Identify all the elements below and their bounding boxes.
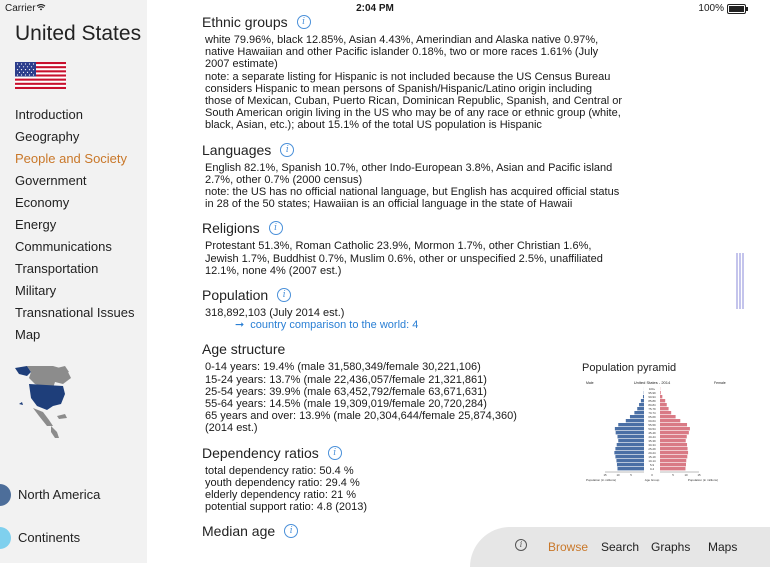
- data-line: 0-14 years: 19.4% (male 31,580,349/female 30,221,106): [205, 361, 622, 373]
- male-bar: [617, 435, 644, 438]
- age-group-label: 30-34: [648, 443, 656, 447]
- data-line: 65 years and over: 13.9% (male 20,304,644/female 25,874,360): [205, 410, 622, 422]
- tick-label: 10: [616, 473, 620, 477]
- section-title: Languages: [202, 142, 271, 158]
- region-north-america[interactable]: [0, 484, 147, 508]
- female-legend: Female: [714, 381, 726, 385]
- male-bar: [643, 395, 644, 398]
- age-group-label: 20-24: [648, 451, 656, 455]
- age-group-label: 45-49: [648, 431, 656, 435]
- tick-label: 15: [603, 473, 607, 477]
- section-title: Age structure: [202, 341, 285, 357]
- male-bar: [617, 463, 644, 466]
- male-bar: [617, 467, 644, 470]
- male-bar: [630, 415, 644, 418]
- female-bar: [660, 447, 688, 450]
- male-bar: [634, 411, 644, 414]
- sidebar-item-introduction[interactable]: Introduction: [15, 104, 134, 126]
- female-bar: [660, 463, 686, 466]
- tab-graphs[interactable]: Graphs: [651, 540, 690, 554]
- male-bar: [616, 459, 644, 462]
- female-bar: [660, 407, 669, 410]
- sidebar-item-people-and-society[interactable]: People and Society: [15, 148, 134, 170]
- male-bar: [639, 403, 644, 406]
- section-nav: [15, 104, 134, 346]
- female-bar: [660, 439, 686, 442]
- data-line: potential support ratio: 4.8 (2013): [205, 501, 622, 513]
- female-bar: [660, 451, 688, 454]
- tab-maps[interactable]: Maps: [708, 540, 737, 554]
- data-line: youth dependency ratio: 29.4 %: [205, 477, 622, 489]
- female-bar: [660, 403, 667, 406]
- male-legend: Male: [586, 381, 594, 385]
- section-text: white 79.96%, black 12.85%, Asian 4.43%, Amerindian and Alaska native 0.97%, native Hawaiian and other Pacific islander 0.18%, two or more races 1.61% (July 2007 estimate): [205, 34, 622, 71]
- sidebar-item-economy[interactable]: Economy: [15, 192, 134, 214]
- female-bar: [660, 415, 676, 418]
- section-text: 318,892,103 (July 2014 est.): [205, 307, 622, 319]
- age-group-label: 35-39: [648, 439, 656, 443]
- data-line: elderly dependency ratio: 21 %: [205, 489, 622, 501]
- info-icon[interactable]: i: [515, 539, 527, 551]
- sidebar-item-geography[interactable]: Geography: [15, 126, 134, 148]
- pyramid-title: Population pyramid: [582, 362, 722, 374]
- carrier-label: Carrier: [5, 3, 36, 14]
- x-label-right: Population (in millions): [688, 478, 718, 482]
- age-group-label: 65-69: [648, 415, 656, 419]
- tick-label: 0: [651, 473, 653, 477]
- info-icon[interactable]: i: [328, 446, 342, 460]
- link-text: country comparison to the world: 4: [250, 319, 418, 331]
- age-group-label: 15-19: [648, 455, 656, 459]
- info-icon[interactable]: i: [277, 288, 291, 302]
- female-bar: [660, 423, 687, 426]
- continents-color-dot: [0, 527, 11, 549]
- male-bar: [617, 443, 644, 446]
- tab-search[interactable]: Search: [601, 540, 639, 554]
- north-america-map[interactable]: [13, 364, 73, 440]
- sidebar-item-map[interactable]: Map: [15, 324, 134, 346]
- data-line: total dependency ratio: 50.4 %: [205, 465, 622, 477]
- age-group-label: 60-64: [648, 419, 656, 423]
- tick-label: 5: [630, 473, 632, 477]
- arrow-right-icon: ➞: [235, 319, 244, 331]
- age-group-label: 25-29: [648, 447, 656, 451]
- female-bar: [660, 431, 689, 434]
- data-line: 15-24 years: 13.7% (male 22,436,057/female 21,321,861): [205, 374, 622, 386]
- x-label-mid: Age Group: [645, 478, 660, 482]
- bottom-tab-bar: [470, 527, 770, 567]
- male-bar: [614, 451, 644, 454]
- sidebar-item-transportation[interactable]: Transportation: [15, 258, 134, 280]
- sidebar-item-energy[interactable]: Energy: [15, 214, 134, 236]
- age-group-label: 10-14: [648, 459, 656, 463]
- section-languages: [202, 142, 622, 211]
- region-color-dot: [0, 484, 11, 506]
- pyramid-chart: [582, 374, 722, 478]
- female-bar: [660, 391, 661, 394]
- female-bar: [660, 427, 690, 430]
- female-bar: [660, 467, 685, 470]
- info-icon[interactable]: i: [269, 221, 283, 235]
- male-bar: [615, 455, 644, 458]
- age-group-label: 100+: [649, 387, 656, 391]
- age-group-label: 85-89: [648, 399, 656, 403]
- data-line: 55-64 years: 14.5% (male 19,309,019/female 20,720,284): [205, 398, 622, 410]
- section-text: English 82.1%, Spanish 10.7%, other Indo-European 3.8%, Asian and Pacific island 2.7%, other 0.7% (2000 census): [205, 162, 622, 186]
- section-ethnic-groups: [202, 14, 622, 132]
- info-icon[interactable]: i: [297, 15, 311, 29]
- tick-label: 15: [697, 473, 701, 477]
- age-group-label: 95-99: [648, 391, 656, 395]
- info-icon[interactable]: i: [280, 143, 294, 157]
- battery-icon: [727, 4, 746, 14]
- female-bar: [660, 395, 662, 398]
- section-title: Population: [202, 287, 268, 303]
- section-age-structure: [202, 341, 622, 434]
- country-comparison-link[interactable]: [205, 319, 622, 331]
- section-title: Dependency ratios: [202, 445, 319, 461]
- section-population: [202, 287, 622, 331]
- country-title: United States: [15, 22, 141, 46]
- sidebar-item-government[interactable]: Government: [15, 170, 134, 192]
- info-icon[interactable]: i: [284, 524, 298, 538]
- data-line: 25-54 years: 39.9% (male 63,452,792/female 63,671,631): [205, 386, 622, 398]
- male-bar: [615, 447, 644, 450]
- section-note: note: the US has no official national language, but English has acquired official status in 28 of the 50 states; Hawaiian is an official language in the state of Hawaii: [205, 186, 622, 210]
- age-group-label: 50-54: [648, 427, 656, 431]
- section-dependency-ratios: [202, 445, 622, 514]
- age-group-label: 5-9: [650, 463, 654, 467]
- pyramid-chart-title: United States - 2014: [634, 380, 671, 385]
- scroll-indicator[interactable]: [735, 253, 745, 309]
- female-bar: [660, 435, 687, 438]
- female-bar: [660, 411, 671, 414]
- sidebar: [0, 0, 147, 563]
- age-group-label: 90-94: [648, 395, 656, 399]
- population-pyramid[interactable]: [582, 362, 722, 482]
- region-continents[interactable]: [0, 527, 147, 551]
- main-content: [202, 14, 622, 539]
- section-title: Religions: [202, 220, 260, 236]
- sidebar-item-communications[interactable]: Communications: [15, 236, 134, 258]
- age-group-label: 0-4: [650, 467, 654, 471]
- section-note: note: a separate listing for Hispanic is not included because the US Census Bureau considers Hispanic to mean persons of Spanish/Hispanic/Latino origin including those of Mexican, Cuban, Puerto Rican, Dominican Republic, Spanish, and Central or South American origin living in the US who may be of any race or ethnic group (white, black, Asian, etc.); about 15.1% of the total US population is Hispanic: [205, 71, 622, 132]
- battery-percent: 100%: [698, 3, 724, 14]
- male-bar: [618, 423, 644, 426]
- sidebar-item-military[interactable]: Military: [15, 280, 134, 302]
- section-title: Ethnic groups: [202, 14, 288, 30]
- age-group-label: 75-79: [648, 407, 656, 411]
- male-bar: [641, 399, 644, 402]
- x-label-left: Population (in millions): [586, 478, 616, 482]
- clock: 2:04 PM: [0, 3, 750, 14]
- age-group-label: 55-59: [648, 423, 656, 427]
- female-bar: [660, 455, 687, 458]
- section-title: Median age: [202, 523, 275, 539]
- male-bar: [618, 439, 644, 442]
- region-label: North America: [18, 487, 100, 502]
- data-line: (2014 est.): [205, 422, 622, 434]
- section-text: Protestant 51.3%, Roman Catholic 23.9%, Mormon 1.7%, other Christian 1.6%, Jewish 1.7%, Buddhist 0.7%, Muslim 0.6%, other or unspecified 2.5%, unaffiliated 12.1%, none 4% (2007 est.): [205, 240, 622, 277]
- female-bar: [660, 459, 686, 462]
- age-group-label: 40-44: [648, 435, 656, 439]
- female-bar: [660, 443, 687, 446]
- tick-label: 10: [684, 473, 688, 477]
- male-bar: [615, 427, 644, 430]
- sidebar-item-transnational-issues[interactable]: Transnational Issues: [15, 302, 134, 324]
- female-bar: [660, 399, 665, 402]
- continents-label: Continents: [18, 530, 80, 545]
- tick-label: 5: [672, 473, 674, 477]
- male-bar: [637, 407, 644, 410]
- female-bar: [660, 419, 680, 422]
- age-group-label: 70-74: [648, 411, 656, 415]
- tab-browse[interactable]: Browse: [548, 540, 588, 554]
- male-bar: [616, 431, 644, 434]
- age-group-label: 80-84: [648, 403, 656, 407]
- section-religions: [202, 220, 622, 277]
- status-bar: [0, 0, 750, 18]
- male-bar: [626, 419, 644, 422]
- us-flag-icon: [15, 62, 66, 89]
